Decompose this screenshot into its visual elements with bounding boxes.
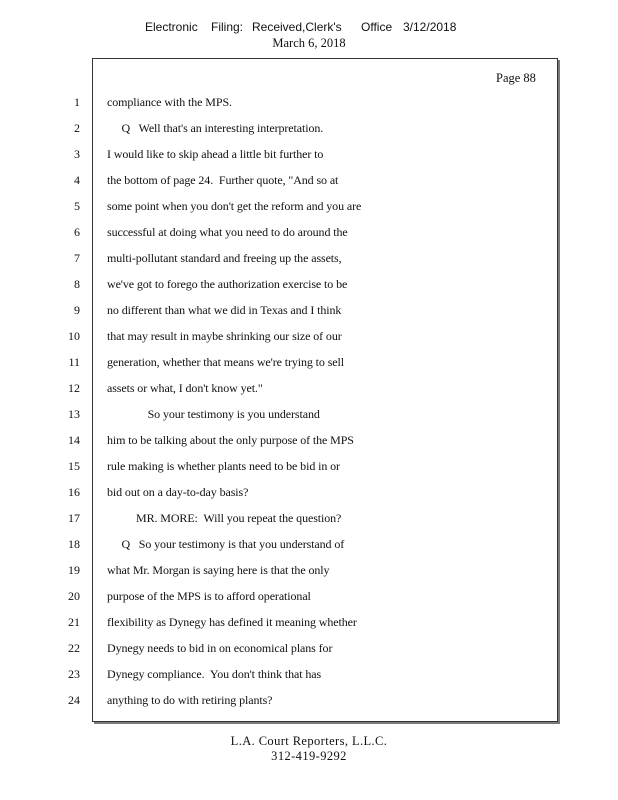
page-number: Page 88 <box>496 71 536 85</box>
transcript-line: what Mr. Morgan is saying here is that the only <box>107 563 330 577</box>
transcript-line: So your testimony is you understand <box>107 407 320 421</box>
transcript-line: Q So your testimony is that you understand of <box>107 537 345 551</box>
reporter-phone: 312-419-9292 <box>271 749 347 763</box>
transcript-line: anything to do with retiring plants? <box>107 693 273 707</box>
transcript-line: the bottom of page 24. Further quote, "And so at <box>107 173 339 187</box>
line-number: 19 <box>68 563 80 577</box>
reporter-name: L.A. Court Reporters, L.L.C. <box>230 734 388 748</box>
transcript-line: generation, whether that means we're trying to sell <box>107 355 344 369</box>
transcript-line: I would like to skip ahead a little bit further to <box>107 147 324 161</box>
line-number: 14 <box>68 433 80 447</box>
line-number: 21 <box>68 615 80 629</box>
transcript-line: bid out on a day-to-day basis? <box>107 485 249 499</box>
transcript-line: no different than what we did in Texas and I think <box>107 303 342 317</box>
transcript-line: multi-pollutant standard and freeing up the assets, <box>107 251 342 265</box>
stamp-filed-date: 3/12/2018 <box>403 20 457 34</box>
line-number: 8 <box>74 277 80 291</box>
deposition-date: March 6, 2018 <box>272 36 346 50</box>
stamp-received: Received,Clerk's <box>252 20 342 34</box>
transcript-line: Dynegy compliance. You don't think that has <box>107 667 322 681</box>
line-number: 3 <box>74 147 80 161</box>
transcript-line: we've got to forego the authorization exercise to be <box>107 277 348 291</box>
line-number: 10 <box>68 329 80 343</box>
stamp-office: Office <box>361 20 393 34</box>
line-number: 9 <box>74 303 80 317</box>
line-number: 16 <box>68 485 80 499</box>
transcript-line: rule making is whether plants need to be bid in or <box>107 459 340 473</box>
line-number: 22 <box>68 641 80 655</box>
transcript-line: Q Well that's an interesting interpretation. <box>107 121 324 135</box>
line-number: 11 <box>68 355 80 369</box>
line-number: 23 <box>68 667 80 681</box>
line-number: 24 <box>68 693 80 707</box>
transcript-line: successful at doing what you need to do around the <box>107 225 348 239</box>
transcript-line: compliance with the MPS. <box>107 95 232 109</box>
filing-stamp <box>0 20 618 36</box>
line-number: 5 <box>74 199 80 213</box>
transcript-line: purpose of the MPS is to afford operational <box>107 589 311 603</box>
line-number: 6 <box>74 225 80 239</box>
line-number: 1 <box>74 95 80 109</box>
line-number: 2 <box>74 121 80 135</box>
transcript-line: Dynegy needs to bid in on economical plans for <box>107 641 333 655</box>
transcript-line: him to be talking about the only purpose of the MPS <box>107 433 354 447</box>
line-number: 13 <box>68 407 80 421</box>
transcript-line: MR. MORE: Will you repeat the question? <box>107 511 342 525</box>
transcript-line: some point when you don't get the reform and you are <box>107 199 362 213</box>
stamp-electronic: Electronic <box>145 20 198 34</box>
transcript-line: assets or what, I don't know yet." <box>107 381 263 395</box>
line-number: 7 <box>74 251 80 265</box>
line-number: 15 <box>68 459 80 473</box>
line-number: 12 <box>68 381 80 395</box>
line-number: 20 <box>68 589 80 603</box>
transcript-line: that may result in maybe shrinking our size of our <box>107 329 342 343</box>
line-number: 4 <box>74 173 80 187</box>
line-number: 18 <box>68 537 80 551</box>
transcript-line: flexibility as Dynegy has defined it meaning whether <box>107 615 357 629</box>
stamp-filing: Filing: <box>211 20 244 34</box>
line-number: 17 <box>68 511 80 525</box>
